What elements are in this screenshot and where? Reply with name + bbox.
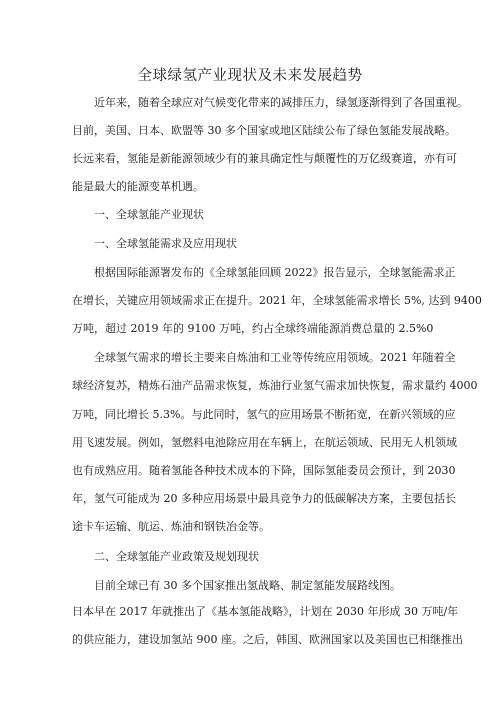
paragraph-line: 在增长，关键应用领域需求正在提升。2021 年，全球氢能需求增长 5%, 达到 9400 [72, 294, 482, 307]
section-heading: 一、全球氢能产业现状 [94, 208, 204, 221]
paragraph-line: 用飞速发展。例如，氢燃料电池除应用在车辆上，在航运领域、民用无人机领域 [72, 436, 457, 449]
paragraph-line: 万吨，超过 2019 年的 9100 万吨，约占全球终端能源消费总量的 2.5%0 [72, 322, 434, 335]
paragraph-line: 全球氢气需求的增长主要来自炼油和工业等传统应用领域。2021 年随着全 [94, 351, 456, 364]
paragraph-line: 途卡车运输、航运、炼油和钢铁冶金等。 [72, 520, 270, 533]
paragraph-line: 万吨，同比增长 5.3%。与此同时，氢气的应用场景不断拓宽，在新兴领域的应 [72, 408, 456, 421]
paragraph-line: 根据国际能源署发布的《全球氢能回顾 2022》报告显示，全球氢能需求正 [94, 266, 456, 279]
document-title: 全球绿氢产业现状及未来发展趋势 [137, 68, 363, 84]
paragraph-line: 日本早在 2017 年就推出了《基本氢能战略》，计划在 2030 年形成 30 万吨/年 [72, 605, 459, 618]
subsection-heading: 一、全球氢能需求及应用现状 [94, 237, 237, 250]
paragraph-line: 长远来看，氢能是新能源领域少有的兼具确定性与颠覆性的万亿级赛道，亦有可 [72, 152, 457, 165]
paragraph-line: 也有成熟应用。随着氢能各种技术成本的下降，国际氢能委员会预计，到 2030 [72, 464, 456, 477]
paragraph-line: 年，氢气可能成为 20 多种应用场景中最具竞争力的低碳解决方案，主要包括长 [72, 492, 456, 505]
paragraph-line: 球经济复苏，精炼石油产品需求恢复，炼油行业氢气需求加快恢复，需求量约 4000 [72, 379, 478, 392]
paragraph-line: 目前全球已有 30 多个国家推出氢战略、制定氢能发展路线图。 [94, 579, 401, 592]
paragraph-line: 的供应能力，建设加氢站 900 座。之后，韩国、欧洲国家以及美国也已相继推出 [72, 633, 463, 646]
paragraph-line: 近年来，随着全球应对气候变化带来的减排压力，绿氢逐渐得到了各国重视。 [94, 96, 468, 109]
paragraph-line: 目前，美国、日本、欧盟等 30 多个国家或地区陆续公布了绿色氢能发展战略。 [72, 124, 456, 137]
paragraph-line: 能是最大的能源变革机遇。 [72, 180, 204, 193]
section-heading: 二、全球氢能产业政策及规划现状 [94, 550, 259, 563]
